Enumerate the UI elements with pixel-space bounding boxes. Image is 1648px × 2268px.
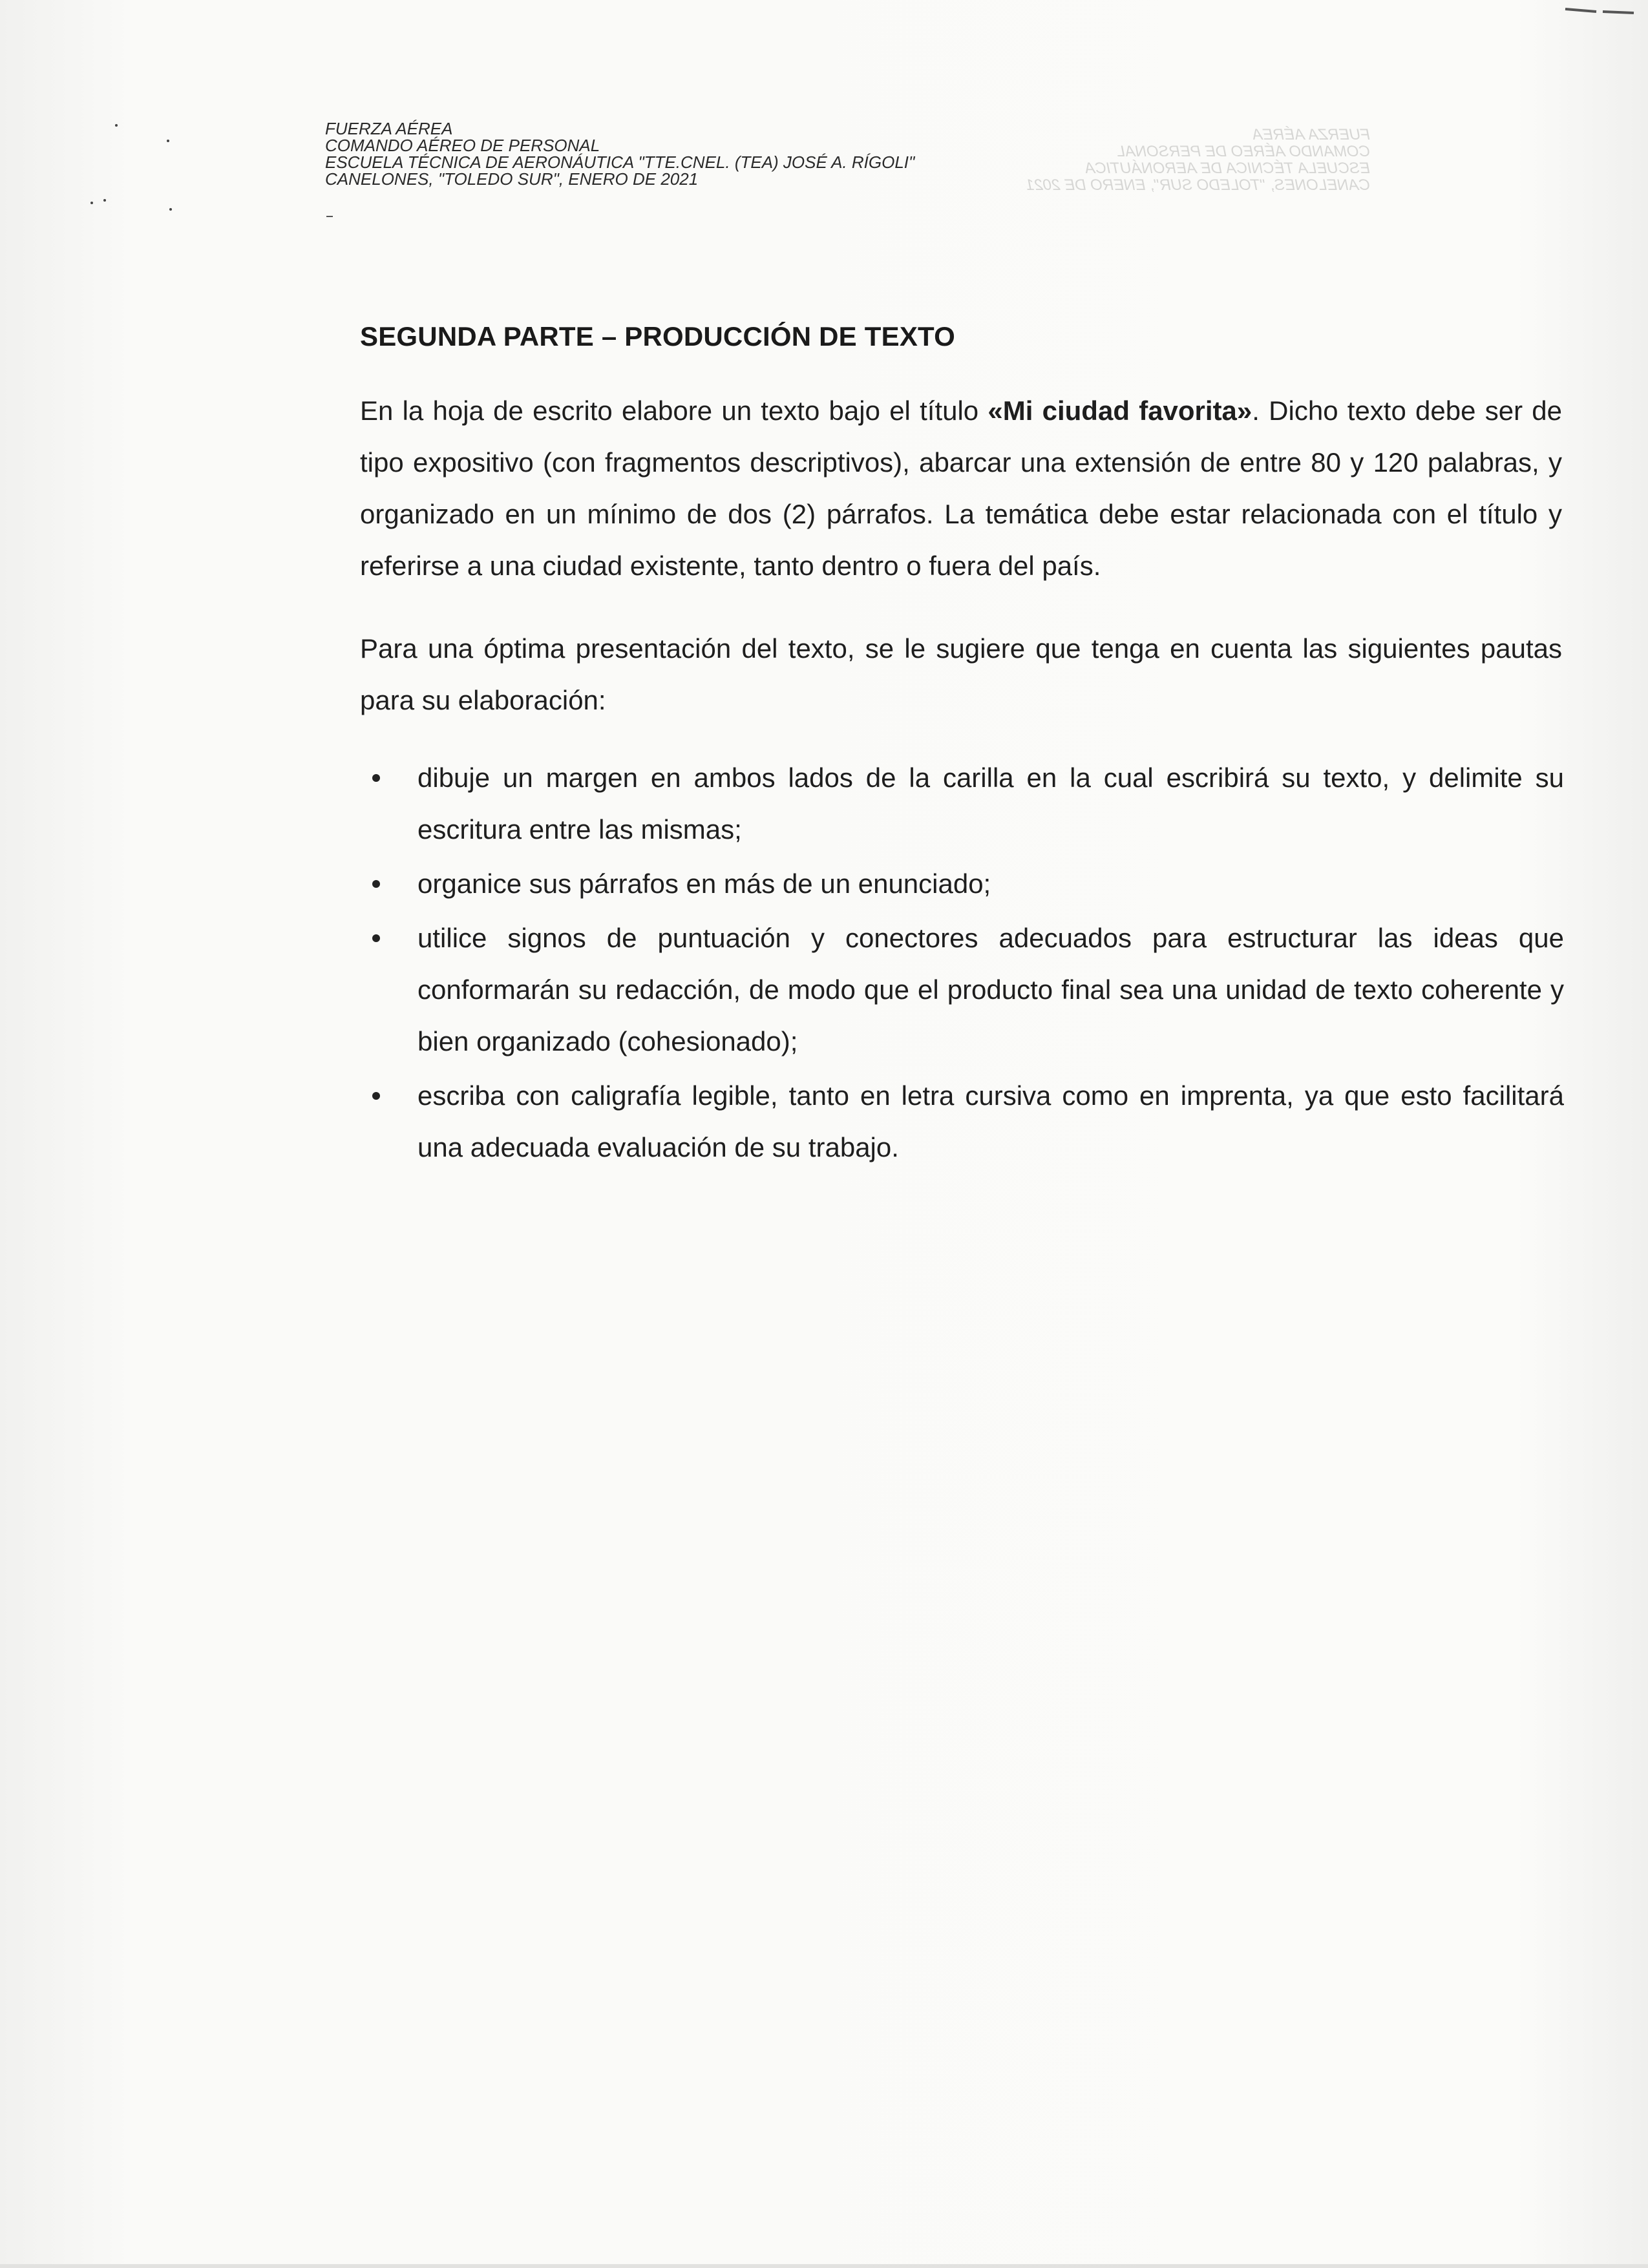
pen-mark-icon — [1564, 4, 1635, 18]
page-edge — [0, 2264, 1648, 2268]
scan-speck — [167, 140, 169, 142]
paragraph-text: En la hoja de escrito elabore un texto bajo el título — [360, 395, 988, 426]
bullet-icon — [372, 880, 380, 888]
list-item — [362, 1070, 1564, 1173]
title-emphasis: «Mi ciudad favorita» — [988, 395, 1252, 426]
section-title: SEGUNDA PARTE – PRODUCCIÓN DE TEXTO — [360, 321, 955, 352]
guidelines-intro: Para una óptima presentación del texto, se le sugiere que tenga en cuenta las siguientes pautas para su elaboración: — [360, 633, 1562, 715]
guidelines-list — [362, 752, 1564, 1176]
instructions-paragraph — [360, 385, 1562, 592]
list-item — [362, 752, 1564, 856]
bullet-icon — [372, 1092, 380, 1100]
list-item-text: escriba con caligrafía legible, tanto en letra cursiva como en imprenta, ya que esto facilitará una adecuada evaluación de su trabajo. — [417, 1080, 1564, 1162]
list-item-text: dibuje un margen en ambos lados de la carilla en la cual escribirá su texto, y delimite su escritura entre las mismas; — [417, 762, 1564, 845]
scan-speck — [115, 124, 118, 127]
scan-speck — [90, 202, 93, 204]
header-line: FUERZA AÉREA — [325, 119, 453, 138]
document-header — [325, 120, 1101, 187]
scan-speck — [103, 199, 106, 202]
list-item — [362, 912, 1564, 1067]
list-item-text: organice sus párrafos en más de un enunciado; — [417, 868, 991, 899]
paragraph-text: . Dicho texto debe ser de tipo expositivo (con fragmentos descriptivos), abarcar una extensión de entre 80 y 120 palabras, y organizado en un mínimo de dos (2) párrafos. La temática debe estar relacionada con el título y referirse a una ciudad existente, tanto dentro o fuera del país. — [360, 395, 1562, 581]
scan-speck — [169, 208, 172, 211]
list-item — [362, 858, 1564, 910]
list-item-text: utilice signos de puntuación y conectores adecuados para estructurar las ideas que conformarán su redacción, de modo que el producto final sea una unidad de texto coherente y bien organizado (cohesionado); — [417, 923, 1564, 1056]
header-line: COMANDO AÉREO DE PERSONAL — [325, 136, 600, 155]
header-line: CANELONES, "TOLEDO SUR", ENERO DE 2021 — [325, 169, 699, 189]
header-dash — [326, 216, 333, 217]
header-line: ESCUELA TÉCNICA DE AERONÁUTICA "TTE.CNEL. (TEA) JOSÉ A. RÍGOLI" — [325, 152, 915, 172]
bullet-icon — [372, 934, 380, 942]
bullet-icon — [372, 774, 380, 782]
show-through-header: FUERZA AÉREA COMANDO AÉREO DE PERSONAL ESCUELA TÉCNICA DE AERONÁUTICA CANELONES, "TOLEDO SUR", ENERO DE 2021 — [1026, 126, 1370, 194]
